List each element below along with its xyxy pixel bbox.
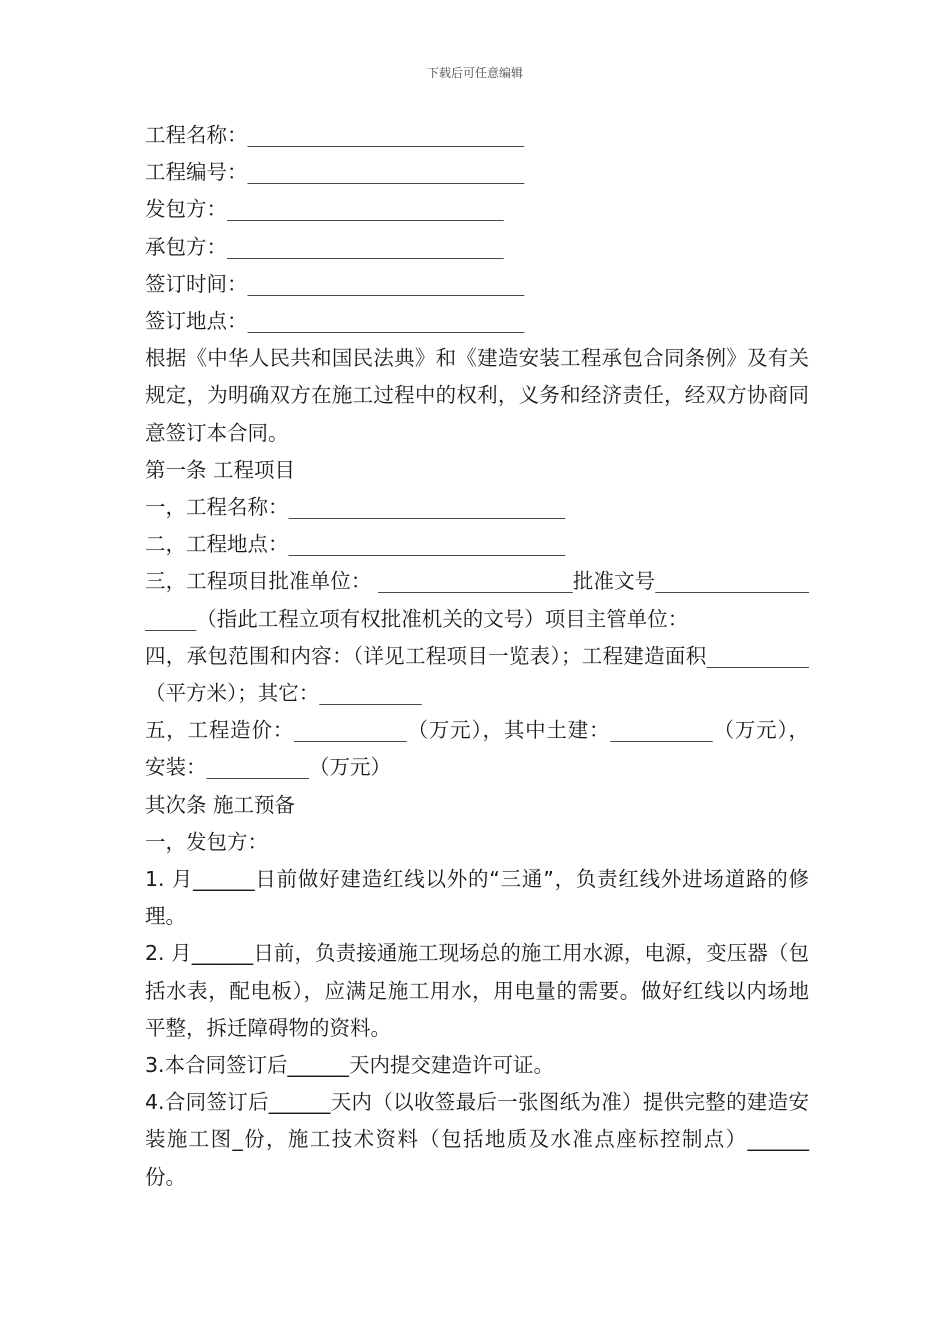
intro-paragraph: 根据《中华人民共和国民法典》和《建造安装工程承包合同条例》及有关规定，为明确双方在施工过程中的权利，义务和经济责任，经双方协商同意签订本合同。 — [145, 346, 809, 445]
article1-item2: 二，工程地点：___________________________ — [145, 532, 566, 557]
article1-item1: 一，工程名称：___________________________ — [145, 494, 566, 519]
article1-title: 第一条 工程项目 — [145, 457, 296, 482]
article2-p1: 1. 月______日前做好建造红线以外的“三通”，负责红线外进场道路的修理。 — [145, 866, 809, 929]
article2-p2: 2. 月______日前，负责接通施工现场总的施工用水源，电源，变压器（包括水表，配电板），应满足施工用水，用电量的需要。做好红线以内场地平整，拆迁障碍物的资料。 — [145, 941, 809, 1040]
contract-body — [145, 117, 809, 1196]
header-note: 下载后可任意编辑 — [426, 66, 523, 80]
article1-item5: 五，工程造价：___________（万元），其中土建：__________（万元），安装：__________（万元） — [145, 718, 809, 780]
field-employer: 发包方：___________________________ — [145, 197, 504, 222]
article1-item4: 四，承包范围和内容：（详见工程项目一览表）；工程建造面积__________（平方米）；其它：__________ — [145, 643, 809, 705]
article2-title: 其次条 施工预备 — [145, 792, 296, 817]
article1-item3: 三，工程项目批准单位： ___________________批准文号____________________（指此工程立项有权批准机关的文号）项目主管单位： — [145, 569, 809, 631]
field-project-name: 工程名称：___________________________ — [145, 123, 525, 147]
field-sign-time: 签订时间：___________________________ — [145, 271, 525, 296]
article2-p4: 4.合同签订后______天内（以收签最后一张图纸为准）提供完整的建造安装施工图_份，施工技术资料（包括地质及水准点座标控制点）______份。 — [145, 1090, 809, 1189]
field-sign-place: 签订地点：___________________________ — [145, 308, 525, 333]
article2-p3: 3.本合同签订后______天内提交建造许可证。 — [145, 1052, 555, 1077]
field-project-no: 工程编号：___________________________ — [145, 160, 525, 185]
article2-sub1: 一，发包方： — [145, 829, 268, 854]
field-contractor: 承包方：___________________________ — [145, 234, 504, 259]
